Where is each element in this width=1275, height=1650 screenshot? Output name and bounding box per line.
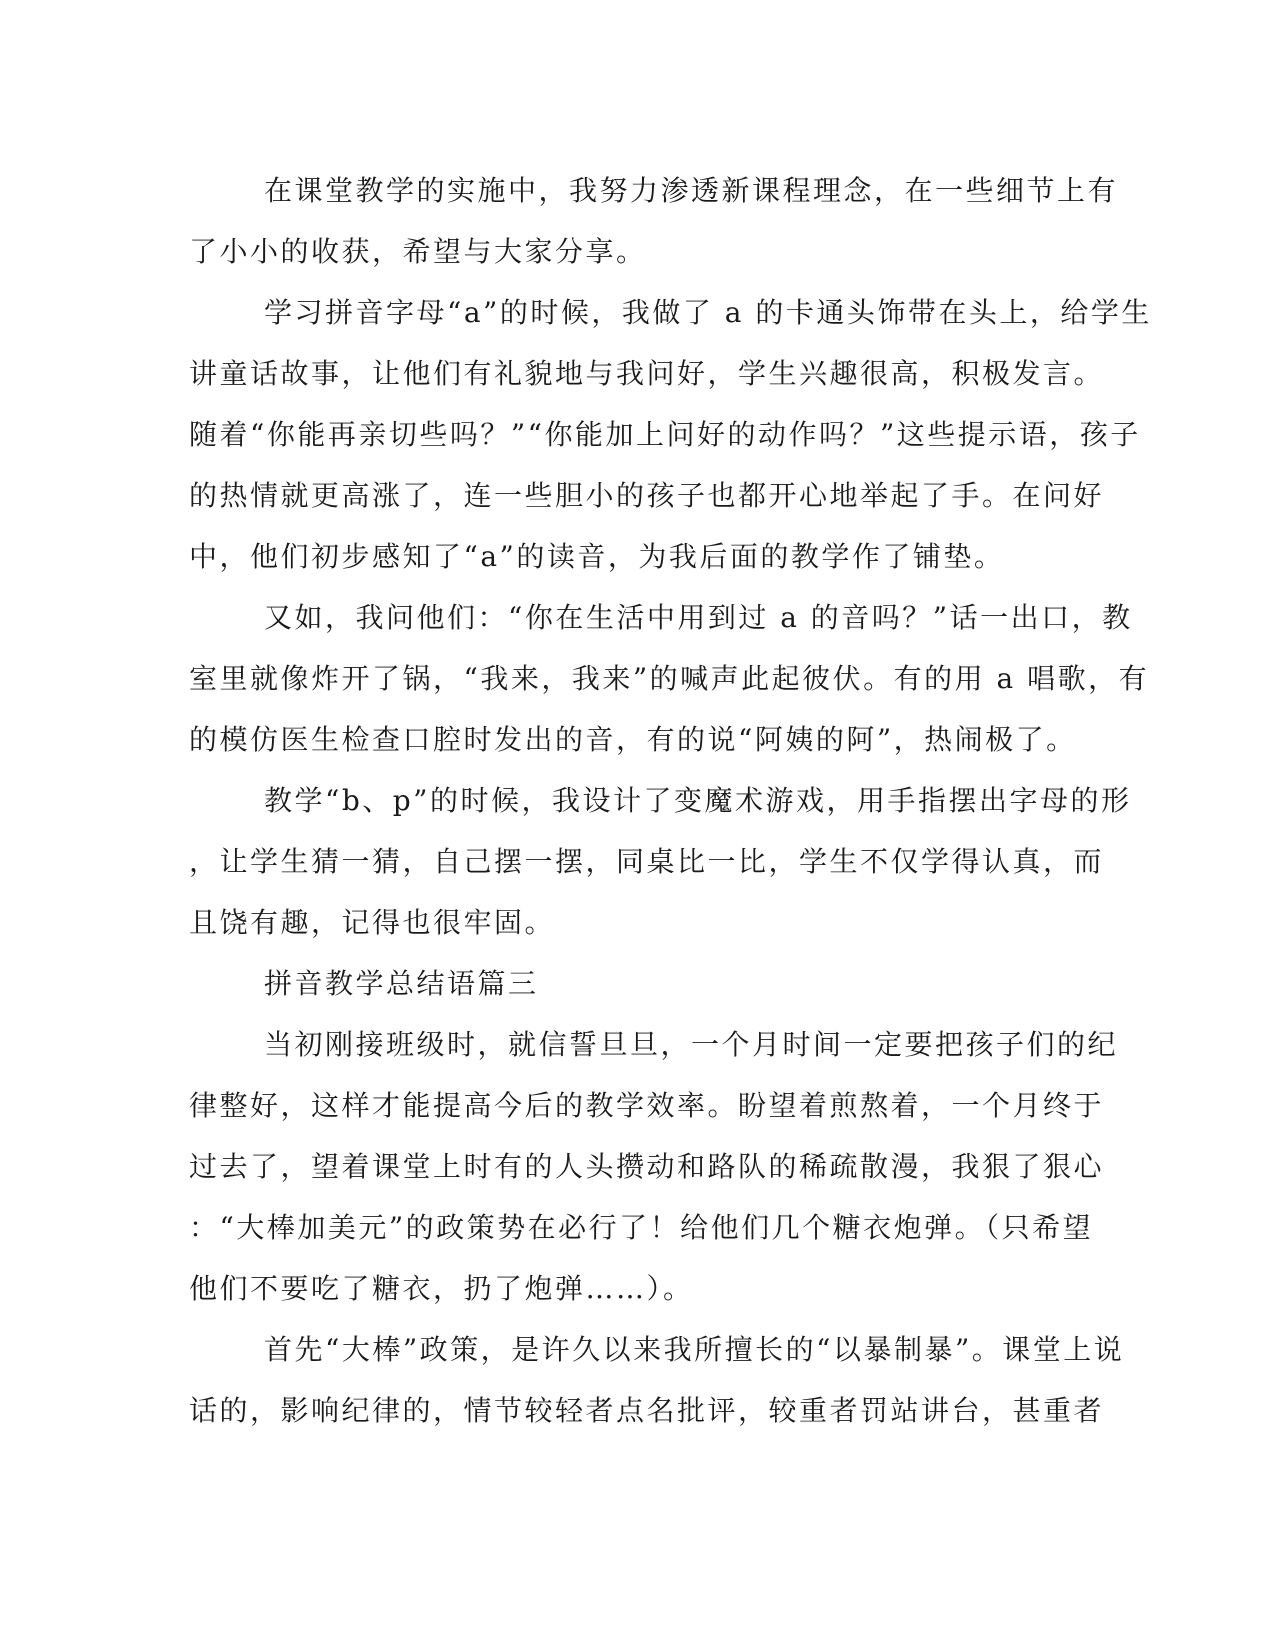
text-line: 首先“大棒”政策，是许久以来我所擅长的“以暴制暴”。课堂上说: [264, 1333, 1125, 1366]
text-line: 过去了，望着课堂上时有的人头攒动和路队的稀疏散漫，我狠了狠心: [189, 1150, 1105, 1183]
section-heading: 拼音教学总结语篇三: [264, 967, 539, 1000]
text-line: 在课堂教学的实施中，我努力渗透新课程理念，在一些细节上有: [264, 174, 1119, 207]
text-line: ，让学生猜一猜，自己摆一摆，同桌比一比，学生不仅学得认真，而: [189, 845, 1105, 878]
text-line: 且饶有趣，记得也很牢固。: [189, 906, 556, 939]
text-line: 又如，我问他们：“你在生活中用到过 a 的音吗？”话一出口，教: [264, 601, 1133, 634]
text-line: 讲童话故事，让他们有礼貌地与我问好，学生兴趣很高，积极发言。: [189, 357, 1105, 390]
text-line: 当初刚接班级时，就信誓旦旦，一个月时间一定要把孩子们的纪: [264, 1028, 1119, 1061]
text-line: ：“大棒加美元”的政策势在必行了！给他们几个糖衣炮弹。（只希望: [189, 1211, 1094, 1244]
text-line: 随着“你能再亲切些吗？”“你能加上问好的动作吗？”这些提示语，孩子: [189, 418, 1141, 451]
text-line: 话的，影响纪律的，情节较轻者点名批评，较重者罚站讲台，甚重者: [189, 1394, 1105, 1427]
text-line: 教学“b、p”的时候，我设计了变魔术游戏，用手指摆出字母的形: [264, 784, 1132, 817]
text-line: 律整好，这样才能提高今后的教学效率。盼望着煎熬着，一个月终于: [189, 1089, 1105, 1122]
text-line: 的热情就更高涨了，连一些胆小的孩子也都开心地举起了手。在问好: [189, 479, 1105, 512]
text-line: 学习拼音字母“a”的时候，我做了 a 的卡通头饰带在头上，给学生: [264, 296, 1152, 329]
text-line: 室里就像炸开了锅，“我来，我来”的喊声此起彼伏。有的用 a 唱歌，有: [189, 662, 1150, 695]
text-line: 中，他们初步感知了“a”的读音，为我后面的教学作了铺垫。: [189, 540, 1005, 573]
body-text: [189, 160, 1152, 1441]
text-line: 的模仿医生检查口腔时发出的音，有的说“阿姨的阿”，热闹极了。: [189, 723, 1077, 756]
text-line: 了小小的收获，希望与大家分享。: [189, 235, 647, 268]
text-line: 他们不要吃了糖衣，扔了炮弹……）。: [189, 1272, 694, 1305]
